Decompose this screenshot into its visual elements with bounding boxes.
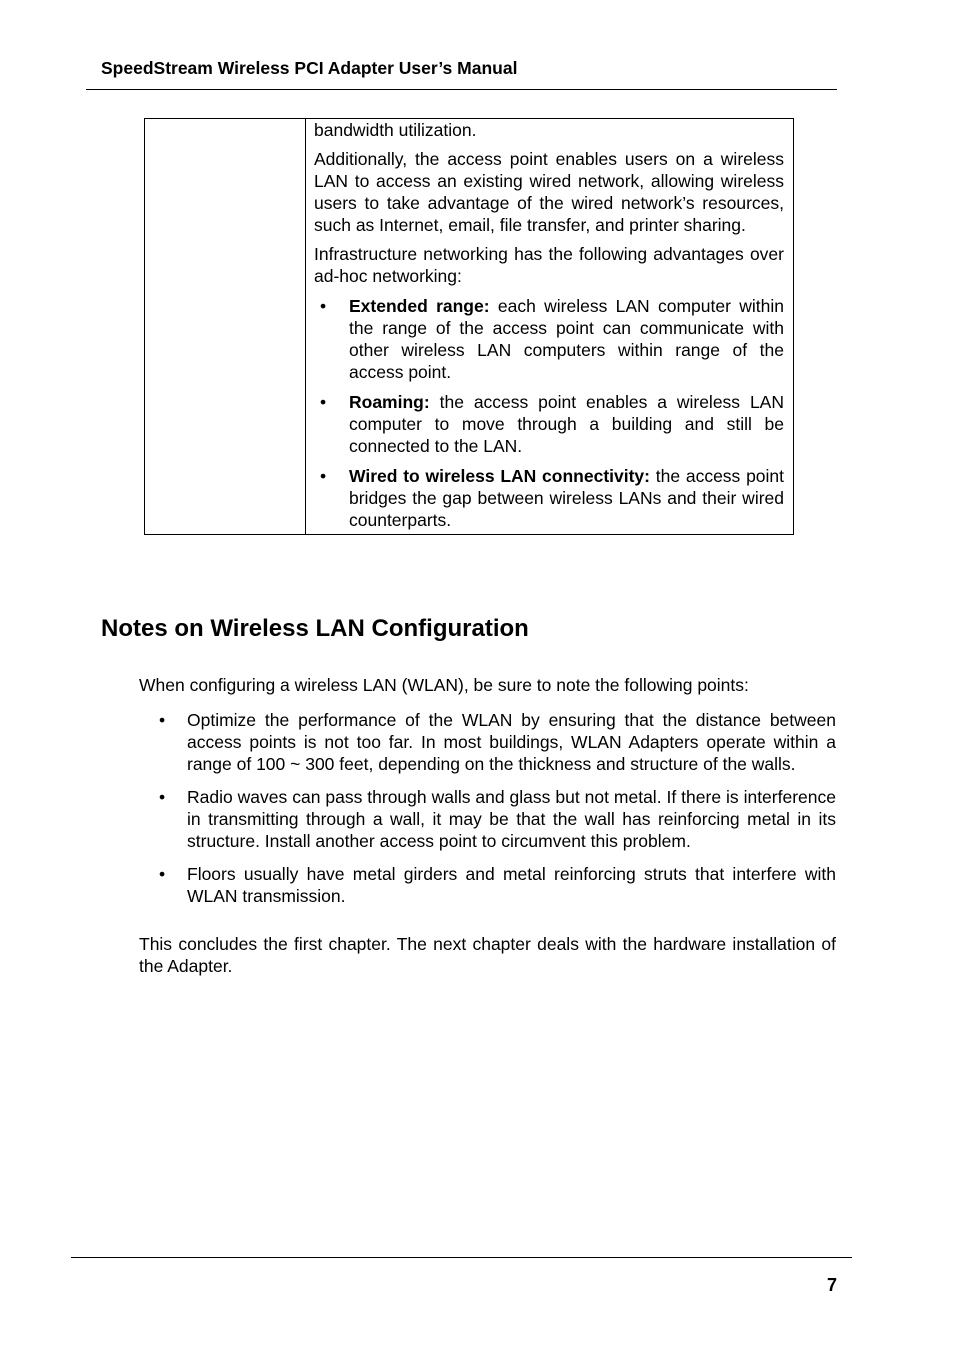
table-empty-cell bbox=[145, 119, 306, 535]
section-heading: Notes on Wireless LAN Configuration bbox=[101, 615, 529, 642]
table-row bbox=[145, 119, 794, 535]
section-body bbox=[139, 674, 836, 977]
advantage-term: Roaming: bbox=[349, 392, 430, 412]
intro-paragraph: When configuring a wireless LAN (WLAN), be sure to note the following points: bbox=[139, 675, 749, 695]
list-item bbox=[314, 295, 784, 383]
table-paragraph: Infrastructure networking has the following advantages over ad-hoc networking: bbox=[314, 244, 784, 286]
conclusion-paragraph: This concludes the first chapter. The next chapter deals with the hardware installation of the Adapter. bbox=[139, 934, 836, 976]
list-item: • Floors usually have metal girders and metal reinforcing struts that interfere with WLAN transmission. bbox=[139, 863, 836, 907]
advantage-term: Extended range: bbox=[349, 296, 490, 316]
list-item bbox=[314, 465, 784, 531]
advantage-text: the access point bridges the gap between wireless LANs and their wired counterparts. bbox=[349, 466, 785, 530]
advantage-text: each wireless LAN computer within the range of the access point can communicate with other wireless LAN computers within range of the access point. bbox=[349, 296, 784, 382]
table-paragraph: Additionally, the access point enables users on a wireless LAN to access an existing wired network, allowing wireless users to take advantage of the wired network’s resources, such as Internet, email, file transfer, and printer sharing. bbox=[314, 149, 784, 235]
infrastructure-table bbox=[144, 118, 794, 535]
list-item: • Optimize the performance of the WLAN by ensuring that the distance between access points is not too far. In most buildings, WLAN Adapters operate within a range of 100 ~ 300 feet, depending on the thickness and structure of the walls. bbox=[139, 709, 836, 775]
advantage-text: the access point enables a wireless LAN computer to move through a building and still be connected to the LAN. bbox=[349, 392, 784, 456]
list-item: • Radio waves can pass through walls and glass but not metal. If there is interference in transmitting through a wall, it may be that the wall has reinforcing metal in its structure. Install another access point to circumvent this problem. bbox=[139, 786, 836, 852]
table-paragraph: bandwidth utilization. bbox=[314, 120, 477, 140]
page-number: 7 bbox=[826, 1275, 837, 1295]
header-divider bbox=[86, 89, 837, 90]
footer-divider bbox=[71, 1257, 852, 1258]
advantage-term: Wired to wireless LAN connectivity: bbox=[349, 466, 650, 486]
notes-list bbox=[139, 709, 836, 907]
list-item bbox=[314, 391, 784, 457]
advantages-list bbox=[314, 295, 784, 531]
running-header-title: SpeedStream Wireless PCI Adapter User’s Manual bbox=[101, 58, 518, 78]
table-content-cell bbox=[306, 119, 794, 535]
